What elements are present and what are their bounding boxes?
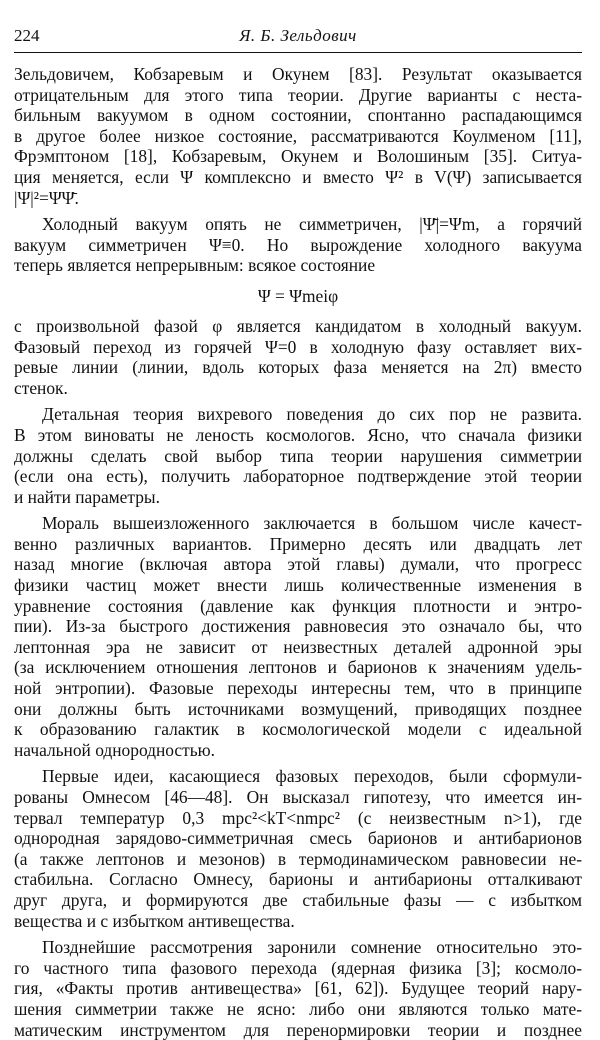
text-line: бильным вакуумом в одном состоянии, спонтанно распадающимся xyxy=(14,105,582,126)
text-line: го частного типа фазового перехода (ядерная физика [3]; космоло- xyxy=(14,957,582,978)
header-rule xyxy=(14,52,582,53)
text-line: друг друга, и формируются две стабильные фазы — с избытком xyxy=(14,889,582,910)
text-line: Позднейшие рассмотрения заронили сомнение относительно это- xyxy=(42,937,582,958)
text-line: уравнение состояния (давление как функция плотности и энтро- xyxy=(14,595,582,616)
text-line: ция меняется, если Ψ комплексно и вместо Ψ² в V(Ψ) записывается xyxy=(14,166,582,187)
text-line: (если она есть), получить лабораторное подтверждение этой теории xyxy=(14,466,582,487)
paragraph xyxy=(14,937,582,1040)
page-header xyxy=(14,26,582,48)
text-line: в другое более низкое состояние, рассматриваются Коулменом [11], xyxy=(14,125,582,146)
text-line: пии). Из-за быстрого достижения равновесия это означало бы, что xyxy=(14,616,582,637)
text-line: с произвольной фазой φ является кандидатом в холодный вакуум. xyxy=(14,315,582,336)
text-line: стабильна. Согласно Омнесу, барионы и антибарионы отталкивают xyxy=(14,869,582,890)
paragraph xyxy=(14,513,582,760)
text-line: |Ψ|²=ΨΨ̄. xyxy=(14,187,79,208)
text-line: физики частиц может внести лишь количественные изменения в xyxy=(14,575,582,596)
text-line: они должны быть источниками возмущений, приводящих позднее xyxy=(14,698,582,719)
text-line: В этом виноваты не леность космологов. Ясно, что сначала физики xyxy=(14,424,582,445)
paragraph xyxy=(14,316,582,398)
text-line: Зельдовичем, Кобзаревым и Окунем [83]. Результат оказывается xyxy=(14,64,582,84)
text-line: рованы Омнесом [46—48]. Он высказал гипотезу, что имеется ин- xyxy=(14,787,582,807)
paragraph xyxy=(14,214,582,276)
running-head: Я. Б. Зельдович xyxy=(239,26,357,45)
text-line: (за исключением отношения лептонов и барионов к значениям удель- xyxy=(14,657,582,678)
text-line: гия, «Факты против антивещества» [61, 62]). Будущее теорий нару- xyxy=(14,978,582,999)
text-line: Детальная теория вихревого поведения до сих пор не развита. xyxy=(42,404,582,425)
paragraph xyxy=(14,404,582,507)
text-line: однородная зарядово-симметричная смесь барионов и антибарионов xyxy=(14,828,582,849)
paragraph xyxy=(14,766,582,931)
text-line: лептонная эра не зависит от неизвестных деталей адронной эры xyxy=(14,636,582,657)
text-line: Первые идеи, касающиеся фазовых переходов, были сформули- xyxy=(42,766,582,787)
text-line: Холодный вакуум опять не симметричен, |Ψ̄|=Ψm, а горячий xyxy=(42,214,582,235)
text-line: Фрэмптоном [18], Кобзаревым, Окунем и Волошиным [35]. Ситуа- xyxy=(14,146,582,167)
text-line: шения симметрии также не ясно: либо они являются только мате- xyxy=(14,998,582,1019)
text-line: ревые линии (линии, вдоль которых фаза меняется на 2π) вместо xyxy=(14,357,582,378)
text-line: вещества и с избытком антивещества. xyxy=(14,910,295,931)
page-number: 224 xyxy=(14,26,40,45)
page-body xyxy=(14,64,582,1040)
text-line: к образованию галактик в космологической модели с идеальной xyxy=(14,719,582,740)
text-line: ной энтропии). Фазовые переходы интересны тем, что в принципе xyxy=(14,678,582,699)
text-line: матическим инструментом для перенормировки теории и позднее xyxy=(14,1019,582,1040)
text-line: должны сделать свой выбор типа теории нарушения симметрии xyxy=(14,445,582,466)
text-line: теперь является непрерывным: всякое состояние xyxy=(14,255,376,276)
text-line: назад многие (включая автора этой главы) думали, что прогресс xyxy=(14,554,582,575)
paragraph xyxy=(14,64,582,208)
text-line: вакуум симметричен Ψ≡0. Но вырождение холодного вакуума xyxy=(14,234,582,255)
text-line: отрицательным для этого типа теории. Другие варианты с неста- xyxy=(14,84,582,105)
text-line: тервал температур 0,3 mpc²<kT<nmpc² (с неизвестным n>1), где xyxy=(14,807,582,828)
text-line: и найти параметры. xyxy=(14,486,160,507)
formula: Ψ = Ψmeiφ xyxy=(257,285,339,306)
text-line: (а также лептонов и мезонов) в термодинамическом равновесии не- xyxy=(14,848,582,869)
text-line: стенок. xyxy=(14,377,68,398)
text-line: начальной однородностью. xyxy=(14,739,216,760)
text-line: Фазовый переход из горячей Ψ=0 в холодную фазу оставляет вих- xyxy=(14,336,582,357)
text-line: венно различных вариантов. Примерно десять или двадцать лет xyxy=(14,533,582,554)
text-line: Мораль вышеизложенного заключается в большом числе качест- xyxy=(42,513,582,534)
